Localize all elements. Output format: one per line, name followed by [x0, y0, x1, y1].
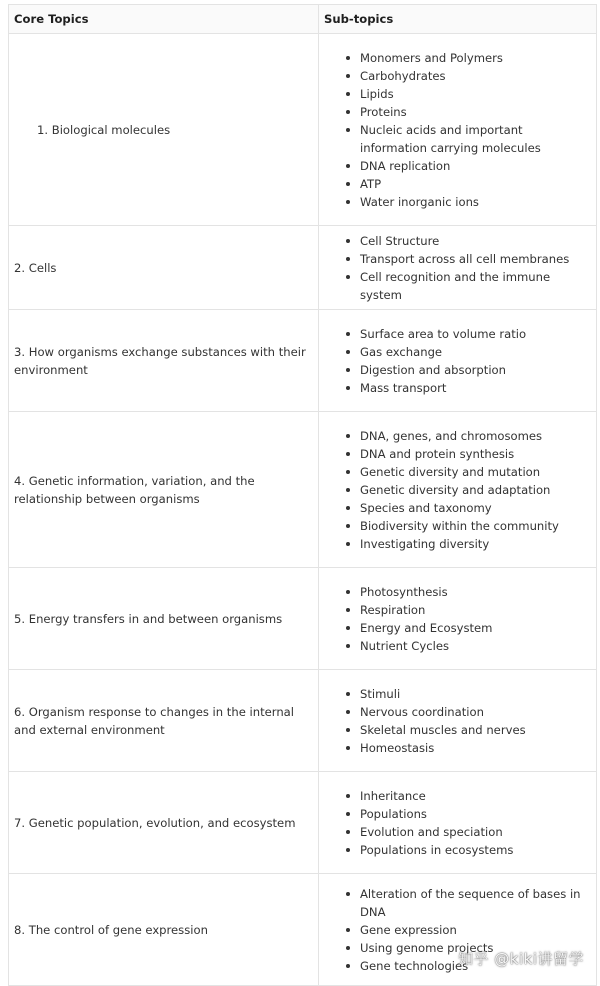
sub-topics-list: [319, 427, 596, 553]
sub-topic-item: Using genome projects: [360, 939, 590, 957]
sub-topic-item: Homeostasis: [360, 739, 590, 757]
header-core-topics: Core Topics: [9, 5, 319, 34]
table-row: [9, 412, 597, 568]
sub-topic-item: Gas exchange: [360, 343, 590, 361]
core-topic-cell: 1. Biological molecules: [9, 34, 319, 226]
sub-topic-item: Genetic diversity and adaptation: [360, 481, 590, 499]
table-header-row: [9, 5, 597, 34]
sub-topic-item: Water inorganic ions: [360, 193, 590, 211]
sub-topic-item: Investigating diversity: [360, 535, 590, 553]
core-topic-cell: 7. Genetic population, evolution, and ecosystem: [9, 772, 319, 874]
sub-topic-item: Nucleic acids and important information carrying molecules: [360, 121, 590, 157]
table-row: [9, 310, 597, 412]
sub-topics-list: [319, 325, 596, 397]
table-row: [9, 670, 597, 772]
header-sub-topics: Sub-topics: [319, 5, 597, 34]
sub-topics-cell: [319, 568, 597, 670]
sub-topic-item: Stimuli: [360, 685, 590, 703]
sub-topic-item: Species and taxonomy: [360, 499, 590, 517]
sub-topics-cell: [319, 34, 597, 226]
sub-topic-item: Cell recognition and the immune system: [360, 268, 590, 304]
core-topic-cell: 3. How organisms exchange substances with their environment: [9, 310, 319, 412]
sub-topic-item: DNA replication: [360, 157, 590, 175]
table-row: [9, 226, 597, 310]
sub-topics-cell: [319, 772, 597, 874]
sub-topic-item: Gene expression: [360, 921, 590, 939]
sub-topics-cell: [319, 226, 597, 310]
sub-topic-item: DNA and protein synthesis: [360, 445, 590, 463]
sub-topics-cell: [319, 412, 597, 568]
core-topic-cell: 5. Energy transfers in and between organisms: [9, 568, 319, 670]
sub-topics-list: [319, 232, 596, 304]
sub-topic-item: Gene technologies: [360, 957, 590, 975]
sub-topic-item: Evolution and speciation: [360, 823, 590, 841]
sub-topic-item: Transport across all cell membranes: [360, 250, 590, 268]
sub-topic-item: Nervous coordination: [360, 703, 590, 721]
sub-topics-list: [319, 685, 596, 757]
sub-topic-item: Skeletal muscles and nerves: [360, 721, 590, 739]
sub-topic-item: Genetic diversity and mutation: [360, 463, 590, 481]
sub-topic-item: Populations: [360, 805, 590, 823]
table-row: [9, 34, 597, 226]
topics-table: [8, 4, 597, 986]
sub-topic-item: Mass transport: [360, 379, 590, 397]
sub-topic-item: Respiration: [360, 601, 590, 619]
sub-topic-item: Photosynthesis: [360, 583, 590, 601]
sub-topics-list: [319, 49, 596, 211]
sub-topic-item: Populations in ecosystems: [360, 841, 590, 859]
sub-topic-item: Inheritance: [360, 787, 590, 805]
sub-topic-item: ATP: [360, 175, 590, 193]
sub-topic-item: Carbohydrates: [360, 67, 590, 85]
sub-topic-item: Biodiversity within the community: [360, 517, 590, 535]
sub-topic-item: DNA, genes, and chromosomes: [360, 427, 590, 445]
watermark: 知乎 @kiki讲留学: [458, 950, 584, 968]
sub-topics-list: [319, 787, 596, 859]
core-topic-cell: 2. Cells: [9, 226, 319, 310]
core-topic-cell: 8. The control of gene expression: [9, 874, 319, 986]
table-row: [9, 568, 597, 670]
sub-topics-cell: [319, 310, 597, 412]
sub-topic-item: Digestion and absorption: [360, 361, 590, 379]
core-topic-cell: 4. Genetic information, variation, and the relationship between organisms: [9, 412, 319, 568]
sub-topics-cell: [319, 670, 597, 772]
sub-topic-item: Monomers and Polymers: [360, 49, 590, 67]
sub-topic-item: Surface area to volume ratio: [360, 325, 590, 343]
sub-topic-item: Proteins: [360, 103, 590, 121]
core-topic-cell: 6. Organism response to changes in the internal and external environment: [9, 670, 319, 772]
table-row: [9, 772, 597, 874]
sub-topic-item: Alteration of the sequence of bases in DNA: [360, 885, 590, 921]
sub-topics-list: [319, 583, 596, 655]
sub-topic-item: Lipids: [360, 85, 590, 103]
sub-topic-item: Cell Structure: [360, 232, 590, 250]
sub-topic-item: Energy and Ecosystem: [360, 619, 590, 637]
sub-topic-item: Nutrient Cycles: [360, 637, 590, 655]
